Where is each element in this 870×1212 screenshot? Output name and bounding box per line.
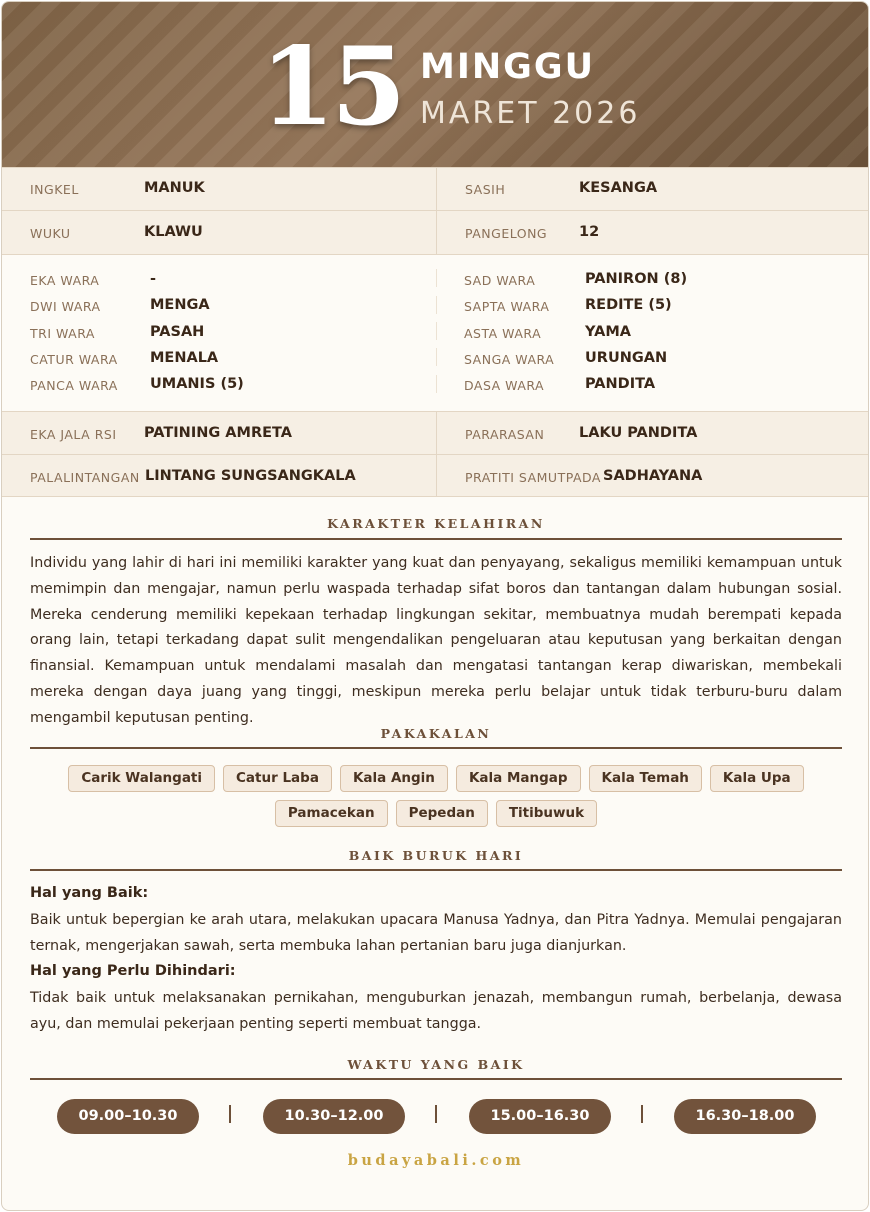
calendar-card	[1, 1, 869, 1211]
section-title-pakakalan: PAKAKALAN	[380, 726, 492, 741]
section-title-karakter: KARAKTER KELAHIRAN	[327, 516, 545, 531]
wara-value: PANIRON (8)	[585, 271, 688, 287]
field-pangelong	[436, 211, 869, 254]
wara-row	[2, 346, 436, 372]
wara-value: REDITE (5)	[585, 297, 672, 313]
section-title-baik-buruk: BAIK BURUK HARI	[348, 848, 524, 863]
field-value: PATINING AMRETA	[144, 425, 293, 441]
wara-label: SANGA WARA	[464, 352, 555, 367]
info-row-wuku	[2, 210, 869, 254]
wara-value: URUNGAN	[585, 350, 668, 366]
wara-value: MENGA	[150, 297, 210, 313]
wara-row	[436, 267, 869, 293]
wara-label: PANCA WARA	[30, 378, 118, 393]
pakakalan-chip: Catur Laba	[223, 765, 332, 792]
pakakalan-chip: Pepedan	[396, 800, 488, 827]
wara-value: -	[150, 271, 157, 287]
time-slot-pill: 15.00–16.30	[469, 1099, 611, 1134]
section-rule	[30, 1078, 842, 1080]
field-label: PRATITI SAMUTPADA	[465, 470, 601, 485]
time-slot-pill: 10.30–12.00	[263, 1099, 405, 1134]
good-heading: Hal yang Baik:	[30, 885, 149, 901]
field-pararasan	[436, 412, 869, 454]
pakakalan-chip: Kala Mangap	[456, 765, 581, 792]
avoid-text: Tidak baik untuk melaksanakan pernikahan, menguburkan jenazah, membangun rumah, berbelanja, dewasa ayu, dan memulai pekerjaan penting seperti membuat tangga.	[30, 990, 842, 1032]
wara-value: YAMA	[585, 324, 631, 340]
field-value: LINTANG SUNGSANGKALA	[145, 468, 356, 484]
pakakalan-chip: Kala Temah	[589, 765, 702, 792]
day-number: 15	[260, 24, 403, 150]
wara-table	[2, 254, 869, 411]
day-name: MINGGU	[420, 47, 596, 87]
pakakalan-chip: Pamacekan	[275, 800, 388, 827]
info-row-eka-jala-rsi	[2, 411, 869, 454]
wara-label: CATUR WARA	[30, 352, 118, 367]
pakakalan-chip: Kala Upa	[710, 765, 804, 792]
wara-value: MENALA	[150, 350, 219, 366]
wara-row	[436, 372, 869, 398]
field-label: INGKEL	[30, 182, 79, 197]
field-ingkel	[2, 168, 436, 210]
pakakalan-chip: Carik Walangati	[68, 765, 215, 792]
date-header	[2, 2, 869, 167]
time-slot-pill: 09.00–10.30	[57, 1099, 199, 1134]
field-value: 12	[579, 224, 600, 240]
avoid-heading: Hal yang Perlu Dihindari:	[30, 963, 236, 979]
info-row-palalintangan	[2, 454, 869, 497]
wara-label: SAD WARA	[464, 273, 536, 288]
section-rule	[30, 538, 842, 540]
field-pratiti-samutpada	[436, 455, 869, 496]
month-year: MARET 2026	[420, 96, 641, 131]
time-separator	[229, 1105, 231, 1123]
wara-value: PANDITA	[585, 376, 656, 392]
field-value: KESANGA	[579, 180, 658, 196]
wara-row	[2, 372, 436, 398]
site-footer: budayabali.com	[347, 1152, 525, 1169]
wara-row	[436, 346, 869, 372]
field-value: LAKU PANDITA	[579, 425, 698, 441]
time-separator	[435, 1105, 437, 1123]
time-separator	[641, 1105, 643, 1123]
pakakalan-chips	[30, 765, 842, 827]
good-text: Baik untuk bepergian ke arah utara, melakukan upacara Manusa Yadnya, dan Pitra Yadnya. Memulai pengajaran ternak, mengerjakan sawah, serta membuka lahan pertanian baru juga dianjurkan.	[30, 912, 842, 954]
field-label: WUKU	[30, 226, 71, 241]
wara-label: DWI WARA	[30, 299, 101, 314]
field-value: MANUK	[144, 180, 205, 196]
wara-label: SAPTA WARA	[464, 299, 550, 314]
wara-row	[2, 320, 436, 346]
wara-label: TRI WARA	[30, 326, 95, 341]
wara-value: UMANIS (5)	[150, 376, 244, 392]
wara-label: ASTA WARA	[464, 326, 542, 341]
time-slots	[30, 1099, 842, 1135]
field-label: PANGELONG	[465, 226, 548, 241]
field-palalintangan	[2, 455, 436, 496]
section-rule	[30, 747, 842, 749]
field-label: PARARASAN	[465, 427, 545, 442]
field-wuku	[2, 211, 436, 254]
wara-label: EKA WARA	[30, 273, 100, 288]
field-value: SADHAYANA	[603, 468, 703, 484]
field-sasih	[436, 168, 869, 210]
wara-row	[436, 293, 869, 319]
field-label: PALALINTANGAN	[30, 470, 140, 485]
wara-row	[2, 293, 436, 319]
wara-label: DASA WARA	[464, 378, 545, 393]
field-label: SASIH	[465, 182, 506, 197]
pakakalan-chip: Kala Angin	[340, 765, 448, 792]
pakakalan-chip: Titibuwuk	[496, 800, 597, 827]
section-title-waktu: WAKTU YANG BAIK	[347, 1057, 525, 1072]
field-eka-jala-rsi	[2, 412, 436, 454]
field-value: KLAWU	[144, 224, 203, 240]
time-slot-pill: 16.30–18.00	[674, 1099, 816, 1134]
field-label: EKA JALA RSI	[30, 427, 117, 442]
wara-row	[2, 267, 436, 293]
info-row-ingkel	[2, 167, 869, 210]
wara-value: PASAH	[150, 324, 205, 340]
karakter-text: Individu yang lahir di hari ini memiliki karakter yang kuat dan penyayang, sekaligus memiliki kemampuan untuk memimpin dan mengajar, namun perlu waspada terhadap sifat boros dan tantangan dalam hubungan sosial. Mereka cenderung memiliki kepekaan terhadap lingkungan sekitar, membuatnya mudah berempati kepada orang lain, tetapi terkadang dapat sulit mengendalikan pengeluaran atau keputusan yang berkaitan dengan finansial. Kemampuan untuk mendalami masalah dan mengatasi tantangan kerap diwariskan, membekali mereka dengan daya juang yang tinggi, meskipun mereka perlu belajar untuk tidak terburu-buru dalam mengambil keputusan penting.	[30, 555, 842, 726]
section-rule	[30, 869, 842, 871]
wara-row	[436, 320, 869, 346]
